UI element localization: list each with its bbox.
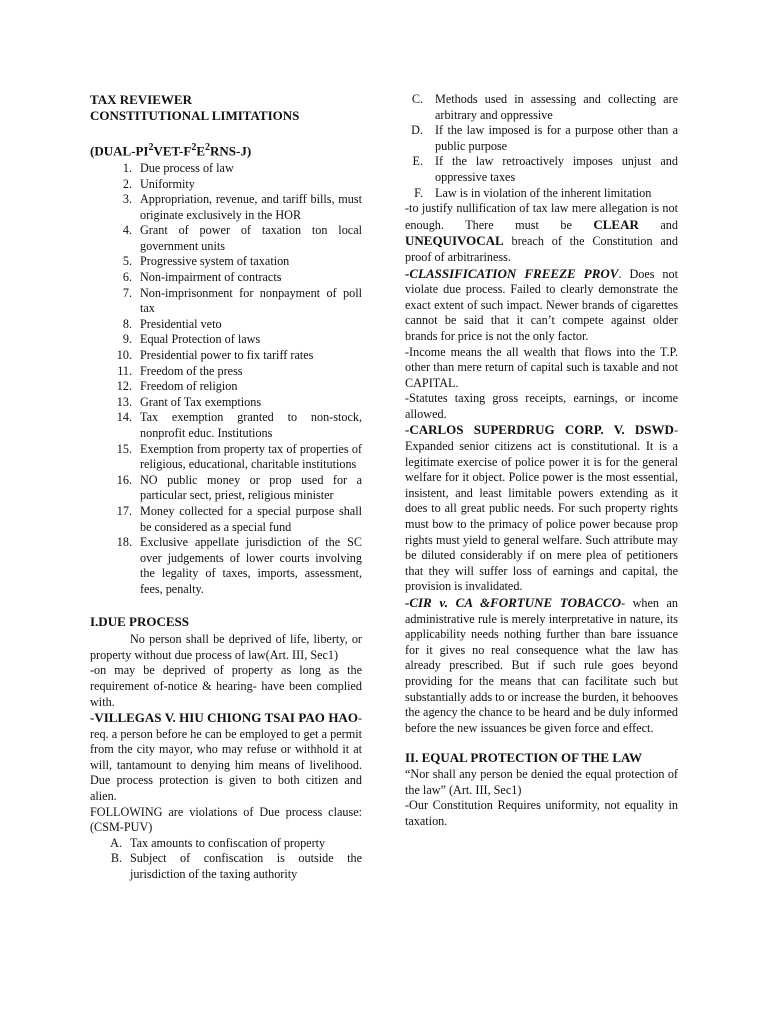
limitation-item-number: 13. — [116, 394, 132, 409]
right-column — [405, 92, 678, 829]
limitation-item — [90, 286, 362, 317]
limitation-item — [90, 364, 362, 380]
limitation-item-number: 12. — [116, 379, 132, 394]
limitation-item-text: Equal Protection of laws — [140, 332, 261, 347]
limitation-item-text: NO public money or prop used for a particular sect, priest, religious minister — [140, 472, 362, 503]
violations-list-right — [405, 92, 678, 201]
violation-item — [90, 851, 362, 882]
limitation-item-number: 15. — [116, 441, 132, 456]
limitation-item — [90, 473, 362, 504]
limitation-item — [90, 442, 362, 473]
limitation-item — [90, 161, 362, 177]
violation-item-text: Law is in violation of the inherent limitation — [435, 185, 652, 200]
limitation-item-number: 2. — [122, 176, 132, 191]
violations-intro: FOLLOWING are violations of Due process clause: (CSM-PUV) — [90, 804, 362, 835]
violation-item — [405, 186, 678, 202]
due-process-heading: I.DUE PROCESS — [90, 613, 189, 629]
limitation-item-text: Exclusive appellate jurisdiction of the SC over judgements of lower courts involving the legality of taxes, imports, assessment, fees, penalty. — [140, 535, 362, 596]
equal-protection-note: -Our Constitution Requires uniformity, not equality in taxation. — [405, 798, 678, 828]
violation-item-number: B. — [110, 851, 122, 866]
violation-item-number: A. — [110, 835, 122, 850]
equal-protection-heading: II. EQUAL PROTECTION OF THE LAW — [405, 750, 642, 766]
limitation-item-text: Tax exemption granted to non-stock, nonprofit educ. Institutions — [140, 410, 362, 441]
violation-item-text: If the law imposed is for a purpose other than a public purpose — [435, 123, 678, 153]
case-classification-name: -CLASSIFICATION FREEZE PROV — [405, 265, 619, 281]
violation-item-text: Subject of confiscation is outside the jurisdiction of the taxing authority — [130, 851, 362, 882]
limitation-item — [90, 223, 362, 254]
limitation-item — [90, 192, 362, 223]
doc-title: TAX REVIEWER — [90, 92, 192, 107]
limitation-item — [90, 332, 362, 348]
limitation-item-number: 14. — [116, 410, 132, 425]
violation-item — [405, 92, 678, 123]
limitations-list — [90, 161, 362, 598]
limitation-item-text: Due process of law — [140, 160, 234, 175]
limitation-item-text: Presidential veto — [140, 316, 222, 331]
limitation-item-number: 6. — [122, 270, 132, 285]
limitation-item-number: 17. — [116, 503, 132, 518]
limitation-item-text: Uniformity — [140, 176, 195, 191]
case-classification-freeze: -CLASSIFICATION FREEZE PROV. Does not violate due process. Failed to clearly demonstrate the exact extent of such impact. Newer brands of cigarettes cannot be said that it can’t compete against older brands for price is not the only factor. — [405, 265, 678, 343]
case-villegas-name: -VILLEGAS V. HIU CHIONG TSAI PAO HAO — [90, 710, 358, 726]
limitation-item-number: 7. — [122, 285, 132, 300]
case-cir-fortune: -CIR v. CA &FORTUNE TOBACCO- when an administrative rule is merely interpretative in nature, its applicability needs nothing further than bare issuance for it gives no real consequence what the law has already prescribed. But if such rule goes beyond providing for the means that can facilitate such but substantially adds to or increase the burden, it behooves the agency the chance to be heard and be duly informed before the new issuances be given force and effect. — [405, 595, 678, 735]
case-carlos-name: -CARLOS SUPERDRUG CORP. V. DSWD — [405, 422, 674, 438]
limitation-item — [90, 410, 362, 441]
limitation-item-number: 18. — [116, 535, 132, 550]
case-carlos-superdrug: -CARLOS SUPERDRUG CORP. V. DSWD-Expanded senior citizens act is constitutional. It is a legitimate exercise of police power it is for the general welfare for it object. Police power is the most essential, insistent, and least limitable powers extending as it does to all great public needs. For such property rights must bow to the primacy of police power because prop rights must yield to general welfare. Such attribute may be diluted considerably if on mere plea of petitioners that they will suffer loss of earnings and capital, the provision is invalidated. — [405, 422, 678, 594]
violation-item-number: F. — [414, 185, 423, 200]
limitation-item-number: 8. — [122, 316, 132, 331]
limitation-item — [90, 177, 362, 193]
violation-item-text: Tax amounts to confiscation of property — [130, 835, 326, 850]
limitation-item-text: Non-imprisonment for nonpayment of poll tax — [140, 285, 362, 316]
limitation-item-text: Freedom of the press — [140, 363, 243, 378]
limitation-item — [90, 317, 362, 333]
limitation-item-number: 1. — [122, 160, 132, 175]
limitation-item-number: 16. — [116, 472, 132, 487]
case-villegas — [90, 710, 362, 805]
violation-item-text: Methods used in assessing and collecting are arbitrary and oppressive — [435, 92, 678, 122]
left-column — [90, 92, 362, 883]
limitation-item — [90, 348, 362, 364]
doc-subtitle: CONSTITUTIONAL LIMITATIONS — [90, 108, 300, 123]
violation-item-number: E. — [412, 154, 423, 169]
mnemonic-heading: $(DUAL-PI^2VET-F^2E^2RNS-J)$ — [90, 142, 252, 159]
due-process-note: -on may be deprived of property as long as the requirement of-notice & hearing- have been complied with. — [90, 663, 362, 709]
statutes-note: -Statutes taxing gross receipts, earnings, or income allowed. — [405, 391, 678, 421]
violation-item — [405, 123, 678, 154]
violation-item — [90, 836, 362, 852]
violations-list-left — [90, 836, 362, 883]
limitation-item-number: 5. — [122, 254, 132, 269]
limitation-item — [90, 254, 362, 270]
limitation-item-text: Money collected for a special purpose shall be considered as a special fund — [140, 503, 362, 534]
limitation-item-text: Non-impairment of contracts — [140, 270, 282, 285]
income-definition: -Income means the all wealth that flows into the T.P. other than mere return of capital such is taxable and not CAPITAL. — [405, 344, 678, 390]
violation-item-text: If the law retroactively imposes unjust and oppressive taxes — [435, 154, 678, 184]
violation-item — [405, 154, 678, 185]
limitation-item-number: 3. — [122, 192, 132, 207]
limitation-item-number: 4. — [122, 223, 132, 238]
limitation-item-text: Freedom of religion — [140, 379, 238, 394]
case-cir-name: -CIR v. CA &FORTUNE TOBACCO — [405, 595, 622, 610]
equal-protection-quote: “Nor shall any person be denied the equal protection of the law” (Art. III, Sec1) — [405, 766, 678, 797]
limitation-item-number: 11. — [117, 363, 132, 378]
violation-item-number: D. — [411, 123, 423, 138]
limitation-item-text: Progressive system of taxation — [140, 254, 290, 269]
limitation-item — [90, 395, 362, 411]
violation-item-number: C. — [411, 92, 423, 106]
limitation-item — [90, 504, 362, 535]
due-process-quote: No person shall be deprived of life, liberty, or property without due process of law(Art. III, Sec1) — [90, 632, 362, 662]
limitation-item — [90, 535, 362, 597]
limitation-item-number: 10. — [116, 348, 132, 363]
limitation-item-text: Appropriation, revenue, and tariff bills, must originate exclusively in the HOR — [140, 192, 362, 222]
limitation-item-text: Grant of Tax exemptions — [140, 394, 262, 409]
limitation-item-number: 9. — [122, 332, 132, 347]
limitation-item — [90, 379, 362, 395]
limitation-item — [90, 270, 362, 286]
limitation-item-text: Presidential power to fix tariff rates — [140, 348, 314, 363]
case-villegas-text: -req. a person before he can be employed to get a permit from the city mayor, who may refuse or withhold it at will, tantamount to denying him means of livelihood. Due process protection is given to both citizen and alien. — [90, 711, 362, 804]
limitation-item-text: Grant of power of taxation ton local government units — [140, 223, 362, 253]
limitation-item-text: Exemption from property tax of properties of religious, educational, charitable institutions — [140, 441, 362, 472]
nullification-note: -to justify nullification of tax law mere allegation is not enough. There must be CLEAR and UNEQUIVOCAL breach of the Constitution and proof of arbitrariness. — [405, 201, 678, 264]
